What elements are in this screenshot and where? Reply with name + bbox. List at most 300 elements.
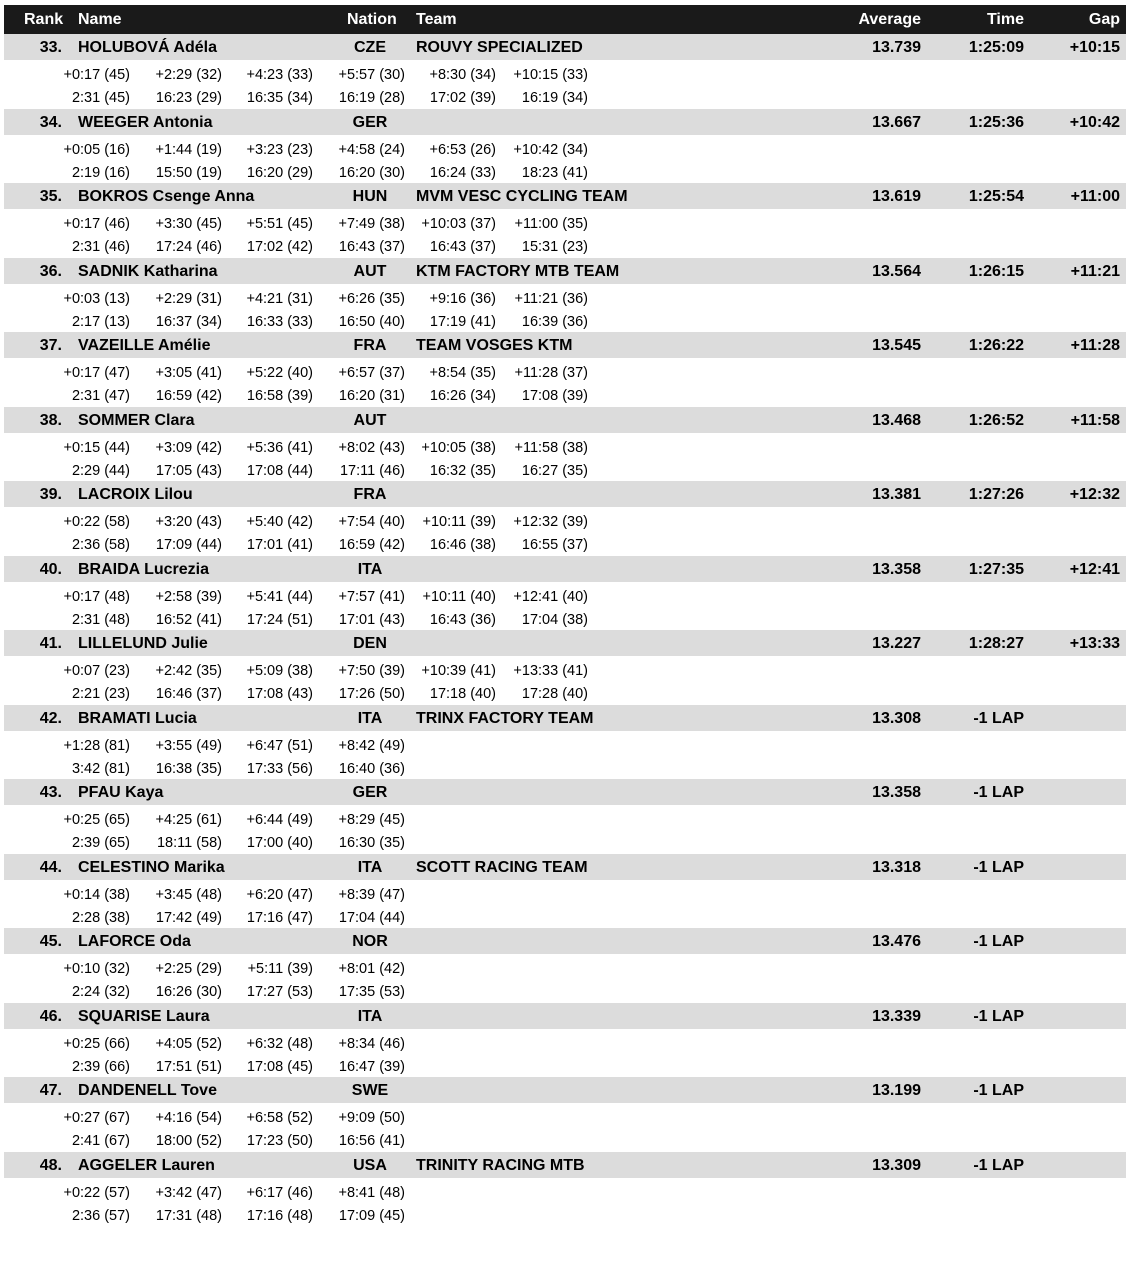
table-row bbox=[4, 183, 1126, 258]
split-gap: +9:16 (36) bbox=[429, 290, 496, 307]
split-lap-time: 2:39 (65) bbox=[71, 835, 130, 851]
split-gap: +9:09 (50) bbox=[338, 1110, 405, 1126]
split-lap-time: 17:27 (53) bbox=[246, 984, 313, 1000]
rider-row[interactable] bbox=[4, 1003, 1126, 1029]
rider-gap: +12:32 bbox=[1069, 486, 1120, 503]
split-lap-time: 16:19 (28) bbox=[338, 90, 405, 106]
split-gap: +0:22 (58) bbox=[63, 514, 130, 530]
split-gap: +11:00 (35) bbox=[514, 216, 588, 232]
table-row bbox=[4, 34, 1126, 109]
split-gap: +11:58 (38) bbox=[514, 439, 588, 456]
split-lap-time: 17:09 (44) bbox=[155, 537, 222, 553]
rider-row[interactable] bbox=[4, 928, 1126, 954]
rider-name[interactable]: WEEGER Antonia bbox=[78, 113, 213, 131]
rider-rank: 38. bbox=[39, 411, 62, 429]
split-lap-time: 17:08 (43) bbox=[246, 686, 313, 702]
split-gap: +8:39 (47) bbox=[338, 886, 405, 903]
split-gap: +3:45 (48) bbox=[155, 886, 222, 903]
rider-row[interactable] bbox=[4, 1152, 1126, 1178]
rider-name[interactable]: BRAIDA Lucrezia bbox=[78, 560, 209, 578]
rider-time: 1:27:26 bbox=[968, 486, 1024, 503]
split-gap: +3:55 (49) bbox=[155, 737, 222, 754]
rider-nation: ITA bbox=[357, 709, 383, 727]
split-gap: +0:22 (57) bbox=[63, 1184, 130, 1201]
rider-time: 1:26:22 bbox=[968, 337, 1024, 354]
split-gap: +10:39 (41) bbox=[421, 663, 496, 679]
split-gap: +7:49 (38) bbox=[338, 216, 405, 232]
split-gap: +4:21 (31) bbox=[246, 290, 313, 307]
rider-rank: 33. bbox=[39, 39, 62, 56]
split-lap-time: 16:46 (38) bbox=[429, 537, 496, 553]
rider-row[interactable] bbox=[4, 34, 1126, 60]
rider-rank: 47. bbox=[39, 1082, 62, 1099]
table-row bbox=[4, 630, 1126, 705]
split-gap: +0:17 (47) bbox=[63, 365, 130, 381]
split-lap-time: 17:19 (41) bbox=[429, 313, 496, 330]
header-time[interactable]: Time bbox=[986, 11, 1024, 28]
split-gap: +6:57 (37) bbox=[338, 365, 405, 381]
table-row bbox=[4, 1152, 1126, 1227]
split-lap-time: 2:17 (13) bbox=[71, 313, 130, 330]
split-lap-time: 16:33 (33) bbox=[246, 313, 313, 330]
table-row bbox=[4, 705, 1126, 780]
split-gap: +8:02 (43) bbox=[338, 439, 405, 456]
split-gap: +4:05 (52) bbox=[155, 1035, 222, 1052]
split-gap: +10:11 (40) bbox=[422, 588, 496, 605]
rider-name[interactable]: CELESTINO Marika bbox=[78, 858, 225, 876]
table-row bbox=[4, 1003, 1126, 1078]
split-lap-time: 2:31 (48) bbox=[71, 611, 130, 628]
rider-rank: 44. bbox=[39, 858, 62, 876]
table-row bbox=[4, 481, 1126, 556]
rider-nation: ITA bbox=[357, 1007, 383, 1025]
split-gap: +0:05 (16) bbox=[63, 141, 130, 158]
split-lap-time: 17:08 (44) bbox=[246, 462, 313, 479]
split-lap-time: 16:55 (37) bbox=[521, 537, 588, 553]
rider-gap: +11:58 bbox=[1070, 411, 1120, 429]
split-lap-time: 16:56 (41) bbox=[338, 1133, 405, 1149]
header-average[interactable]: Average bbox=[858, 11, 921, 28]
split-lap-time: 17:51 (51) bbox=[155, 1058, 222, 1075]
split-lap-time: 17:04 (38) bbox=[521, 611, 588, 628]
rider-name[interactable]: SQUARISE Laura bbox=[78, 1007, 210, 1025]
split-lap-time: 16:59 (42) bbox=[155, 388, 222, 404]
split-lap-time: 16:52 (41) bbox=[155, 611, 222, 628]
split-gap: +6:58 (52) bbox=[246, 1110, 313, 1126]
entries-list bbox=[4, 34, 1126, 1226]
rider-average: 13.227 bbox=[872, 635, 921, 652]
split-lap-time: 17:01 (41) bbox=[246, 537, 313, 553]
table-row bbox=[4, 556, 1126, 631]
split-gap: +12:32 (39) bbox=[513, 514, 588, 530]
split-lap-time: 17:31 (48) bbox=[155, 1207, 222, 1224]
rider-team: SCOTT RACING TEAM bbox=[416, 858, 588, 876]
rider-row[interactable] bbox=[4, 183, 1126, 209]
split-gap: +6:17 (46) bbox=[246, 1184, 313, 1201]
rider-rank: 46. bbox=[39, 1007, 62, 1025]
rider-time: -1 LAP bbox=[973, 858, 1024, 876]
split-gap: +6:20 (47) bbox=[246, 886, 313, 903]
rider-nation: AUT bbox=[353, 262, 387, 280]
split-gap: +2:29 (31) bbox=[155, 290, 222, 307]
split-gap: +0:17 (48) bbox=[63, 588, 130, 605]
header-name[interactable]: Name bbox=[78, 11, 122, 28]
split-gap: +8:30 (34) bbox=[429, 67, 496, 83]
rider-team: ROUVY SPECIALIZED bbox=[416, 39, 583, 56]
rider-name[interactable]: SADNIK Katharina bbox=[78, 262, 218, 280]
table-row bbox=[4, 854, 1126, 929]
split-gap: +8:34 (46) bbox=[338, 1035, 405, 1052]
rider-time: -1 LAP bbox=[973, 784, 1024, 801]
split-lap-time: 17:33 (56) bbox=[246, 760, 313, 777]
rider-rank: 40. bbox=[39, 560, 62, 578]
rider-name[interactable]: BRAMATI Lucia bbox=[78, 709, 197, 727]
rider-gap: +11:00 bbox=[1070, 188, 1120, 205]
split-lap-time: 16:24 (33) bbox=[429, 164, 496, 181]
split-gap: +3:30 (45) bbox=[155, 216, 222, 232]
rider-rank: 39. bbox=[39, 486, 62, 503]
split-lap-time: 17:00 (40) bbox=[246, 835, 313, 851]
split-lap-time: 2:28 (38) bbox=[71, 909, 130, 926]
split-gap: +4:58 (24) bbox=[338, 141, 405, 158]
split-gap: +5:11 (39) bbox=[247, 961, 313, 977]
split-lap-time: 17:35 (53) bbox=[338, 984, 405, 1000]
rider-time: 1:25:36 bbox=[968, 113, 1024, 131]
header-rank[interactable]: Rank bbox=[24, 11, 64, 28]
split-gap: +2:25 (29) bbox=[155, 961, 222, 977]
split-lap-time: 17:18 (40) bbox=[429, 686, 496, 702]
header-nation[interactable]: Nation bbox=[347, 11, 397, 28]
split-gap: +8:54 (35) bbox=[429, 365, 496, 381]
rider-time: -1 LAP bbox=[973, 933, 1024, 950]
rider-team: MVM VESC CYCLING TEAM bbox=[416, 188, 628, 205]
rider-rank: 35. bbox=[39, 188, 62, 205]
rider-average: 13.318 bbox=[872, 858, 921, 876]
rider-nation: NOR bbox=[352, 933, 388, 950]
split-lap-time: 2:21 (23) bbox=[71, 686, 130, 702]
split-gap: +0:25 (65) bbox=[63, 812, 130, 828]
split-lap-time: 2:31 (47) bbox=[71, 388, 130, 404]
rider-average: 13.545 bbox=[872, 337, 921, 354]
split-gap: +7:54 (40) bbox=[338, 514, 405, 530]
rider-row[interactable] bbox=[4, 854, 1126, 880]
rider-row[interactable] bbox=[4, 481, 1126, 507]
split-lap-time: 16:43 (37) bbox=[338, 239, 405, 255]
split-gap: +7:50 (39) bbox=[338, 663, 405, 679]
rider-gap: +10:15 bbox=[1069, 39, 1120, 56]
rider-name[interactable]: LAFORCE Oda bbox=[78, 933, 191, 950]
rider-nation: GER bbox=[352, 784, 388, 801]
split-gap: +3:23 (23) bbox=[246, 141, 313, 158]
table-row bbox=[4, 332, 1126, 407]
split-gap: +3:05 (41) bbox=[155, 365, 222, 381]
rider-average: 13.358 bbox=[872, 560, 921, 578]
split-lap-time: 2:29 (44) bbox=[71, 462, 130, 479]
rider-time: -1 LAP bbox=[973, 1007, 1024, 1025]
split-gap: +8:41 (48) bbox=[338, 1184, 405, 1201]
rider-row[interactable] bbox=[4, 630, 1126, 656]
split-gap: +3:42 (47) bbox=[155, 1184, 222, 1201]
split-lap-time: 17:09 (45) bbox=[338, 1207, 405, 1224]
split-lap-time: 16:30 (35) bbox=[338, 835, 405, 851]
table-row bbox=[4, 1077, 1126, 1152]
split-lap-time: 16:39 (36) bbox=[521, 313, 588, 330]
split-lap-time: 2:31 (45) bbox=[71, 90, 130, 106]
split-lap-time: 17:16 (48) bbox=[246, 1207, 313, 1224]
split-lap-time: 17:08 (39) bbox=[521, 388, 588, 404]
rider-team: TRINX FACTORY TEAM bbox=[416, 709, 594, 727]
rider-average: 13.309 bbox=[872, 1156, 921, 1174]
split-gap: +7:57 (41) bbox=[338, 588, 405, 605]
split-lap-time: 16:38 (35) bbox=[155, 760, 222, 777]
table-header bbox=[4, 5, 1126, 34]
rider-rank: 34. bbox=[39, 113, 62, 131]
rider-name[interactable]: BOKROS Csenge Anna bbox=[78, 188, 255, 205]
split-gap: +0:27 (67) bbox=[63, 1110, 130, 1126]
rider-time: 1:25:09 bbox=[968, 39, 1024, 56]
split-lap-time: 2:36 (57) bbox=[71, 1207, 130, 1224]
split-lap-time: 2:41 (67) bbox=[71, 1133, 130, 1149]
split-lap-time: 17:24 (46) bbox=[155, 239, 222, 255]
split-lap-time: 2:24 (32) bbox=[71, 984, 130, 1000]
split-lap-time: 2:39 (66) bbox=[71, 1058, 130, 1075]
rider-average: 13.199 bbox=[872, 1082, 921, 1099]
rider-time: -1 LAP bbox=[973, 709, 1024, 727]
split-gap: +0:17 (46) bbox=[63, 216, 130, 232]
rider-gap: +12:41 bbox=[1069, 560, 1120, 578]
rider-nation: AUT bbox=[353, 411, 387, 429]
rider-rank: 42. bbox=[39, 709, 62, 727]
split-lap-time: 16:40 (36) bbox=[338, 760, 405, 777]
rider-nation: CZE bbox=[354, 39, 386, 56]
split-gap: +10:11 (39) bbox=[422, 514, 496, 530]
rider-average: 13.358 bbox=[872, 784, 921, 801]
split-lap-time: 16:43 (36) bbox=[429, 611, 496, 628]
split-lap-time: 15:50 (19) bbox=[155, 164, 222, 181]
rider-row[interactable] bbox=[4, 779, 1126, 805]
table-row bbox=[4, 928, 1126, 1003]
rider-row[interactable] bbox=[4, 705, 1126, 731]
rider-row[interactable] bbox=[4, 1077, 1126, 1103]
table-row bbox=[4, 779, 1126, 854]
split-gap: +5:57 (30) bbox=[338, 67, 405, 83]
rider-nation: GER bbox=[352, 113, 388, 131]
rider-rank: 37. bbox=[39, 337, 62, 354]
split-lap-time: 17:08 (45) bbox=[246, 1058, 313, 1075]
split-gap: +5:51 (45) bbox=[246, 216, 313, 232]
split-gap: +5:22 (40) bbox=[246, 365, 313, 381]
split-gap: +6:44 (49) bbox=[246, 812, 313, 828]
rider-time: -1 LAP bbox=[973, 1156, 1024, 1174]
rider-rank: 45. bbox=[39, 933, 62, 950]
split-gap: +6:32 (48) bbox=[246, 1035, 313, 1052]
split-lap-time: 15:31 (23) bbox=[521, 239, 588, 255]
split-lap-time: 17:02 (42) bbox=[246, 239, 313, 255]
rider-time: 1:26:52 bbox=[968, 411, 1024, 429]
split-lap-time: 17:23 (50) bbox=[246, 1133, 313, 1149]
rider-time: 1:25:54 bbox=[968, 188, 1024, 205]
split-gap: +3:20 (43) bbox=[155, 514, 222, 530]
split-gap: +12:41 (40) bbox=[513, 588, 588, 605]
table-row bbox=[4, 258, 1126, 333]
rider-average: 13.476 bbox=[872, 933, 921, 950]
split-lap-time: 16:20 (29) bbox=[246, 164, 313, 181]
split-lap-time: 17:24 (51) bbox=[246, 611, 313, 628]
rider-time: 1:27:35 bbox=[968, 560, 1024, 578]
split-gap: +5:40 (42) bbox=[246, 514, 313, 530]
rider-gap: +11:28 bbox=[1070, 337, 1120, 354]
split-gap: +1:44 (19) bbox=[155, 141, 222, 158]
split-lap-time: 2:36 (58) bbox=[71, 537, 130, 553]
rider-time: 1:26:15 bbox=[968, 262, 1024, 280]
rider-time: -1 LAP bbox=[973, 1082, 1024, 1099]
rider-nation: FRA bbox=[353, 486, 387, 503]
split-gap: +11:21 (36) bbox=[514, 290, 588, 307]
split-lap-time: 17:04 (44) bbox=[338, 909, 405, 926]
split-lap-time: 17:42 (49) bbox=[155, 909, 222, 926]
rider-name[interactable]: LACROIX Lilou bbox=[78, 486, 193, 503]
split-lap-time: 16:19 (34) bbox=[521, 90, 588, 106]
split-gap: +4:16 (54) bbox=[155, 1110, 222, 1126]
rider-name[interactable]: LILLELUND Julie bbox=[78, 635, 208, 652]
split-lap-time: 16:20 (31) bbox=[338, 388, 405, 404]
rider-row[interactable] bbox=[4, 332, 1126, 358]
split-lap-time: 16:23 (29) bbox=[155, 90, 222, 106]
header-gap[interactable]: Gap bbox=[1088, 11, 1120, 28]
split-gap: +6:47 (51) bbox=[246, 737, 313, 754]
rider-average: 13.667 bbox=[872, 113, 921, 131]
split-lap-time: 16:47 (39) bbox=[338, 1058, 405, 1075]
table-row bbox=[4, 109, 1126, 184]
split-gap: +0:14 (38) bbox=[63, 886, 130, 903]
split-lap-time: 2:31 (46) bbox=[71, 239, 130, 255]
split-lap-time: 18:23 (41) bbox=[521, 164, 588, 181]
split-gap: +11:28 (37) bbox=[514, 365, 588, 381]
split-gap: +10:05 (38) bbox=[421, 439, 496, 456]
split-lap-time: 16:32 (35) bbox=[429, 462, 496, 479]
split-lap-time: 3:42 (81) bbox=[71, 760, 130, 777]
split-lap-time: 17:11 (46) bbox=[339, 462, 405, 479]
split-lap-time: 18:11 (58) bbox=[156, 835, 222, 851]
split-gap: +10:15 (33) bbox=[513, 67, 588, 83]
rider-nation: USA bbox=[353, 1156, 387, 1174]
rider-name[interactable]: VAZEILLE Amélie bbox=[78, 337, 211, 354]
split-gap: +2:42 (35) bbox=[155, 663, 222, 679]
split-gap: +2:29 (32) bbox=[155, 67, 222, 83]
split-gap: +0:25 (66) bbox=[63, 1035, 130, 1052]
rider-average: 13.619 bbox=[872, 188, 921, 205]
split-lap-time: 16:59 (42) bbox=[338, 537, 405, 553]
split-lap-time: 17:02 (39) bbox=[429, 90, 496, 106]
split-lap-time: 16:20 (30) bbox=[338, 164, 405, 181]
split-gap: +1:28 (81) bbox=[63, 737, 130, 754]
rider-team: TRINITY RACING MTB bbox=[416, 1156, 585, 1174]
rider-name[interactable]: SOMMER Clara bbox=[78, 411, 195, 429]
rider-rank: 43. bbox=[39, 784, 62, 801]
rider-name[interactable]: HOLUBOVÁ Adéla bbox=[78, 39, 217, 56]
split-lap-time: 17:01 (43) bbox=[338, 611, 405, 628]
rider-name[interactable]: DANDENELL Tove bbox=[78, 1082, 217, 1099]
split-lap-time: 16:35 (34) bbox=[246, 90, 313, 106]
split-gap: +5:41 (44) bbox=[246, 588, 313, 605]
split-gap: +8:42 (49) bbox=[338, 737, 405, 754]
split-gap: +0:07 (23) bbox=[63, 663, 130, 679]
rider-team: TEAM VOSGES KTM bbox=[416, 337, 573, 354]
split-gap: +10:03 (37) bbox=[421, 216, 496, 232]
rider-average: 13.564 bbox=[872, 262, 921, 280]
split-lap-time: 17:16 (47) bbox=[246, 909, 313, 926]
split-gap: +0:03 (13) bbox=[63, 290, 130, 307]
rider-rank: 41. bbox=[39, 635, 62, 652]
split-lap-time: 16:58 (39) bbox=[246, 388, 313, 404]
rider-average: 13.381 bbox=[872, 486, 921, 503]
rider-name[interactable]: AGGELER Lauren bbox=[78, 1156, 215, 1174]
split-lap-time: 17:05 (43) bbox=[155, 462, 222, 479]
rider-rank: 48. bbox=[39, 1156, 62, 1174]
rider-row[interactable] bbox=[4, 556, 1126, 582]
table-row bbox=[4, 407, 1126, 482]
rider-name[interactable]: PFAU Kaya bbox=[78, 784, 164, 801]
split-gap: +6:26 (35) bbox=[338, 290, 405, 307]
split-gap: +13:33 (41) bbox=[513, 663, 588, 679]
split-gap: +5:36 (41) bbox=[246, 439, 313, 456]
rider-row[interactable] bbox=[4, 109, 1126, 135]
rider-rank: 36. bbox=[39, 262, 62, 280]
split-lap-time: 16:26 (34) bbox=[429, 388, 496, 404]
rider-average: 13.468 bbox=[872, 411, 921, 429]
split-gap: +8:29 (45) bbox=[338, 812, 405, 828]
split-gap: +10:42 (34) bbox=[513, 141, 588, 158]
results-table bbox=[4, 5, 1126, 1226]
split-gap: +4:25 (61) bbox=[155, 812, 222, 828]
split-gap: +8:01 (42) bbox=[338, 961, 405, 977]
split-gap: +2:58 (39) bbox=[155, 588, 222, 605]
rider-row[interactable] bbox=[4, 407, 1126, 433]
rider-average: 13.308 bbox=[872, 709, 921, 727]
rider-nation: ITA bbox=[357, 560, 383, 578]
rider-time: 1:28:27 bbox=[968, 635, 1024, 652]
rider-gap: +11:21 bbox=[1070, 262, 1120, 280]
split-gap: +0:17 (45) bbox=[63, 67, 130, 83]
split-lap-time: 17:28 (40) bbox=[521, 686, 588, 702]
rider-nation: SWE bbox=[351, 1082, 389, 1099]
split-lap-time: 16:46 (37) bbox=[155, 686, 222, 702]
split-gap: +5:09 (38) bbox=[246, 663, 313, 679]
header-team[interactable]: Team bbox=[416, 11, 457, 28]
split-lap-time: 2:19 (16) bbox=[71, 164, 130, 181]
split-gap: +0:15 (44) bbox=[63, 439, 130, 456]
split-lap-time: 16:37 (34) bbox=[155, 313, 222, 330]
split-lap-time: 16:50 (40) bbox=[338, 313, 405, 330]
split-gap: +0:10 (32) bbox=[63, 961, 130, 977]
rider-nation: ITA bbox=[357, 858, 383, 876]
rider-average: 13.339 bbox=[872, 1007, 921, 1025]
split-lap-time: 16:27 (35) bbox=[521, 462, 588, 479]
split-gap: +6:53 (26) bbox=[429, 141, 496, 158]
split-lap-time: 16:43 (37) bbox=[429, 239, 496, 255]
split-gap: +4:23 (33) bbox=[246, 67, 313, 83]
rider-team: KTM FACTORY MTB TEAM bbox=[416, 262, 620, 280]
rider-gap: +13:33 bbox=[1069, 635, 1120, 652]
split-lap-time: 16:26 (30) bbox=[155, 984, 222, 1000]
rider-row[interactable] bbox=[4, 258, 1126, 284]
rider-gap: +10:42 bbox=[1069, 113, 1120, 131]
split-lap-time: 18:00 (52) bbox=[155, 1133, 222, 1149]
rider-nation: DEN bbox=[353, 635, 387, 652]
rider-nation: FRA bbox=[353, 337, 387, 354]
split-gap: +3:09 (42) bbox=[155, 439, 222, 456]
rider-nation: HUN bbox=[352, 188, 388, 205]
